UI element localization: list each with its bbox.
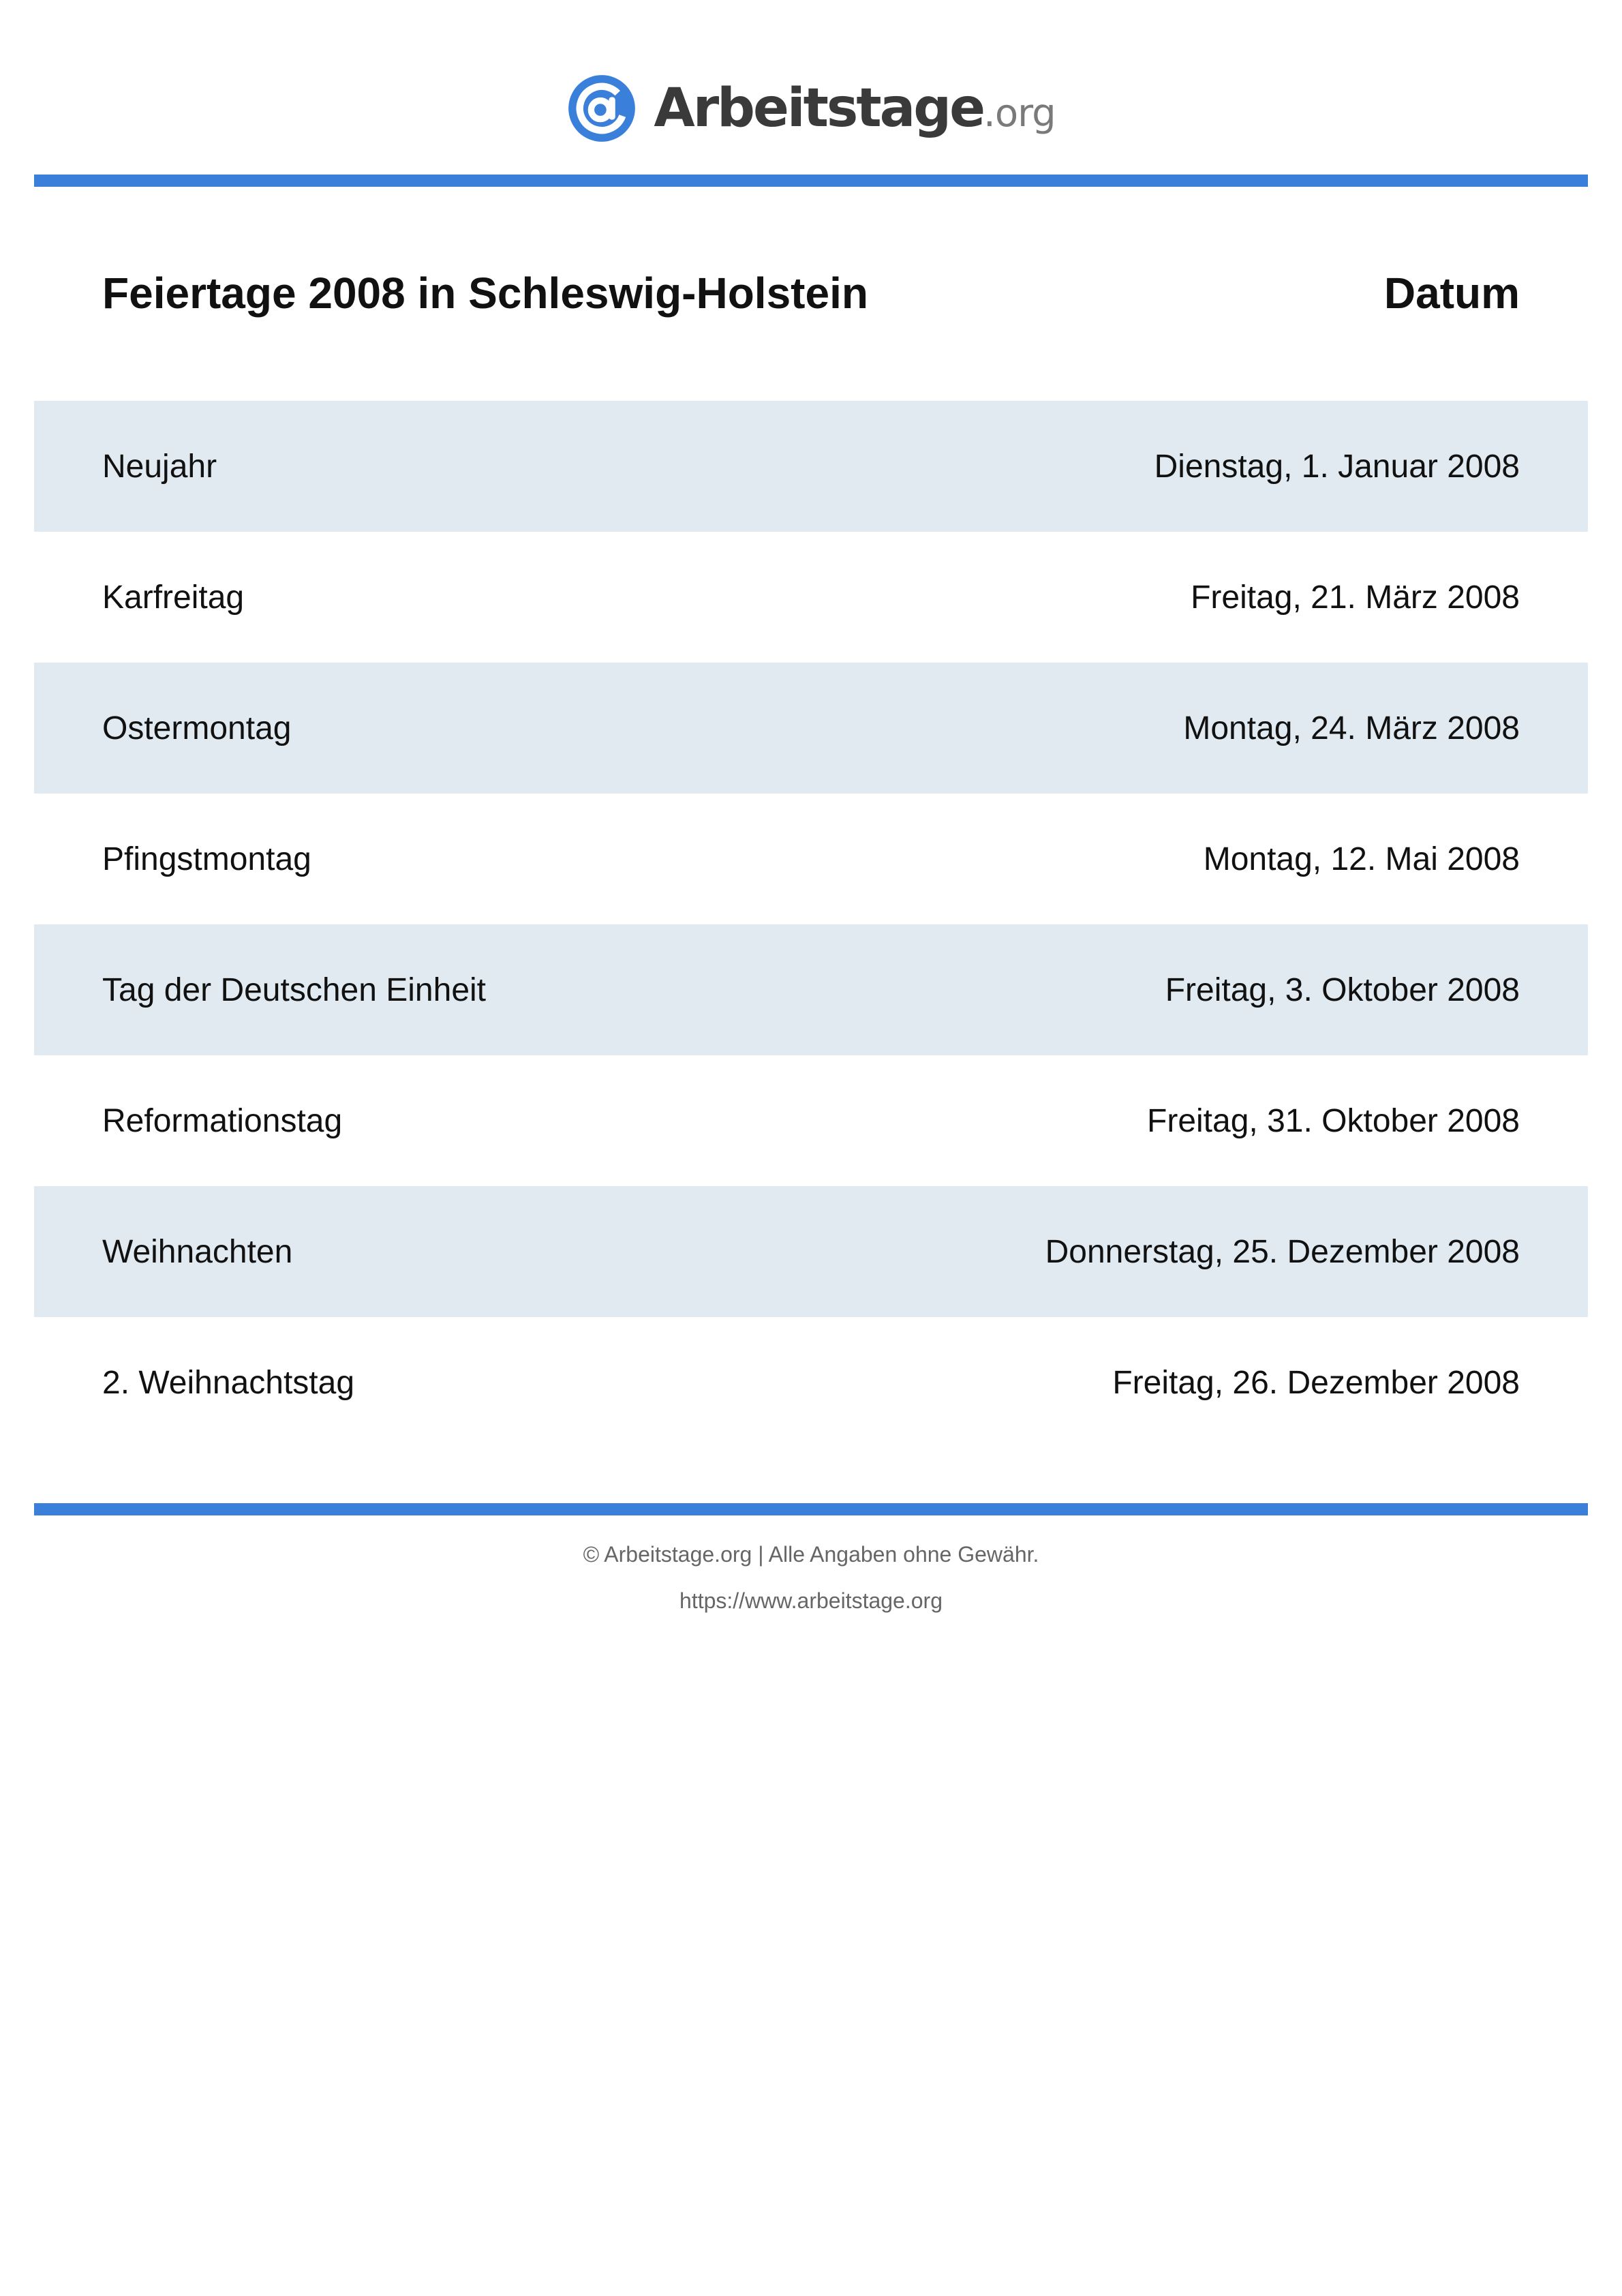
table-title: Feiertage 2008 in Schleswig-Holstein (102, 269, 868, 318)
holiday-date: Montag, 12. Mai 2008 (1203, 841, 1520, 877)
table-row (34, 401, 1588, 532)
holiday-name: Ostermontag (102, 710, 292, 746)
footer-url-link[interactable]: https://www.arbeitstage.org (679, 1588, 943, 1613)
holiday-date: Montag, 24. März 2008 (1183, 710, 1520, 746)
holiday-name: Karfreitag (102, 579, 245, 616)
table-row (34, 1055, 1588, 1186)
holiday-date: Donnerstag, 25. Dezember 2008 (1045, 1233, 1520, 1270)
logo-tld: .org (983, 91, 1056, 136)
table-row (34, 532, 1588, 663)
holiday-date: Freitag, 21. März 2008 (1191, 579, 1520, 616)
table-row (34, 924, 1588, 1055)
logo-brand: Arbeitstage (654, 78, 984, 139)
holiday-name: Neujahr (102, 448, 217, 485)
footer (0, 1538, 1622, 1617)
holiday-date: Dienstag, 1. Januar 2008 (1154, 448, 1520, 485)
table-header (34, 252, 1588, 334)
table-row (34, 794, 1588, 924)
footer-copyright: © Arbeitstage.org | Alle Angaben ohne Gewähr. (583, 1542, 1039, 1567)
table-row (34, 1317, 1588, 1448)
holiday-date: Freitag, 3. Oktober 2008 (1165, 971, 1520, 1008)
holiday-name: 2. Weihnachtstag (102, 1364, 355, 1401)
holiday-date: Freitag, 26. Dezember 2008 (1112, 1364, 1520, 1401)
table-row (34, 663, 1588, 794)
top-divider (34, 175, 1588, 187)
logo[interactable] (0, 71, 1622, 146)
holiday-name: Weihnachten (102, 1233, 293, 1270)
holiday-table (34, 401, 1588, 1448)
date-column-header: Datum (1383, 269, 1520, 318)
table-row (34, 1186, 1588, 1317)
holiday-name: Reformationstag (102, 1102, 343, 1139)
holiday-name: Pfingstmontag (102, 841, 311, 877)
holiday-date: Freitag, 31. Oktober 2008 (1147, 1102, 1520, 1139)
logo-wordmark (654, 78, 1056, 139)
holiday-name: Tag der Deutschen Einheit (102, 971, 487, 1008)
at-sign-icon (566, 73, 637, 144)
bottom-divider (34, 1503, 1588, 1515)
